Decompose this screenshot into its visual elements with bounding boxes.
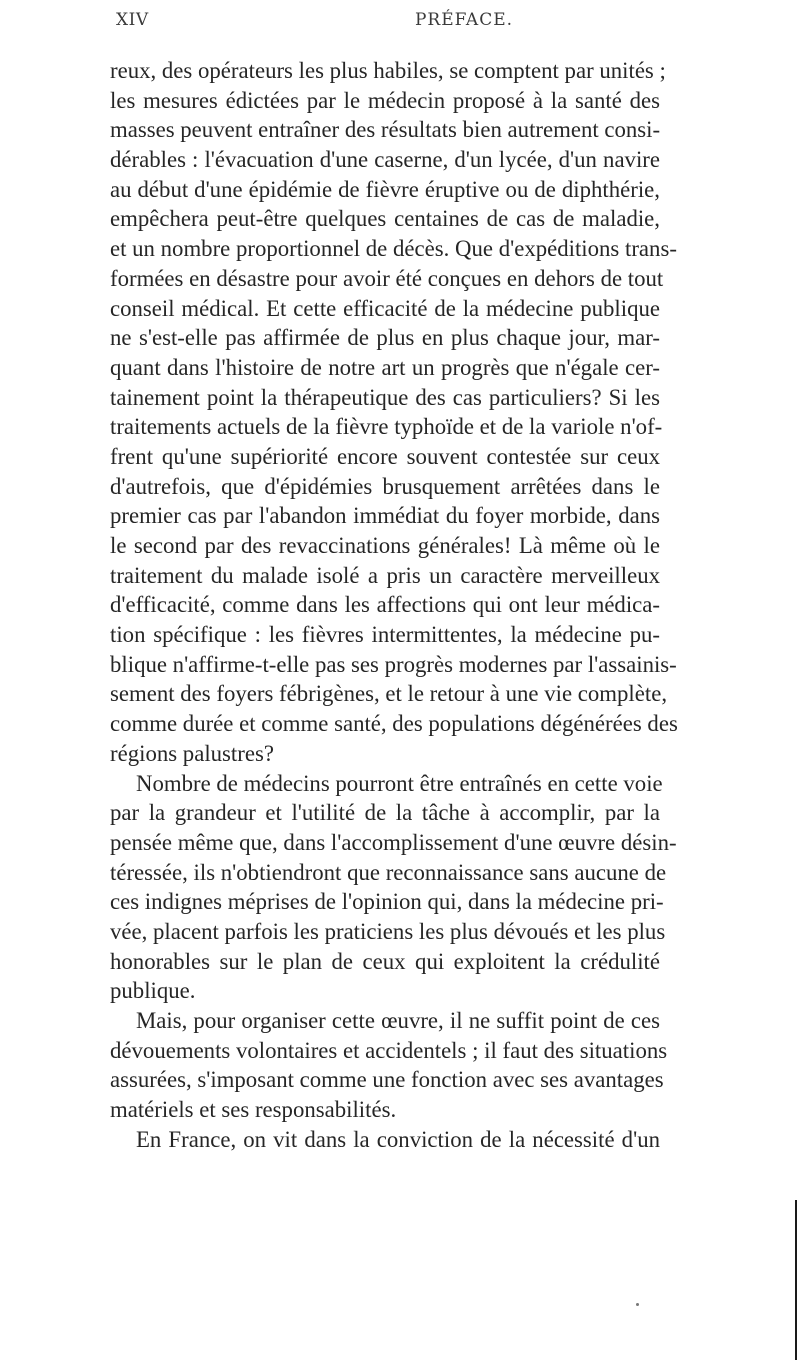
text-line: ces indignes méprises de l'opinion qui, dans la médecine pri- [110, 889, 664, 915]
paragraph-end-line: publique. [110, 978, 196, 1004]
text-line: dérables : l'évacuation d'une caserne, d'un lycée, d'un navire [110, 147, 660, 173]
text-line: d'autrefois, que d'épidémies brusquement arrêtées dans le [110, 473, 660, 499]
scan-edge-line [795, 1200, 797, 1360]
text-line: et un nombre proportionnel de décès. Que d'expéditions trans- [110, 236, 677, 262]
body-text [110, 56, 678, 1154]
text-line: quant dans l'histoire de notre art un progrès que n'égale cer- [110, 354, 660, 380]
text-line: assurées, s'imposant comme une fonction avec ses avantages [110, 1067, 664, 1093]
text-line: les mesures édictées par le médecin proposé à la santé des [110, 87, 660, 113]
text-line: premier cas par l'abandon immédiat du foyer morbide, dans [110, 503, 660, 529]
paragraph-start-line: Mais, pour organiser cette œuvre, il ne suffit point de ces [136, 1008, 660, 1033]
paragraph-end-line: régions palustres? [110, 740, 274, 766]
paragraph-start-line: En France, on vit dans la conviction de la nécessité d'un [136, 1126, 660, 1152]
text-line: tion spécifique : les fièvres intermittentes, la médecine pu- [110, 622, 660, 648]
text-line: pensée même que, dans l'accomplissement d'une œuvre désin- [110, 829, 677, 855]
text-line: sement des foyers fébrigènes, et le retour à une vie complète, [110, 681, 668, 707]
text-line: traitement du malade isolé a pris un caractère merveilleux [110, 562, 660, 588]
text-line: ne s'est-elle pas affirmée de plus en plus chaque jour, mar- [110, 325, 660, 351]
text-line: formées en désastre pour avoir été conçues en dehors de tout [110, 265, 664, 291]
paragraph-start-line: Nombre de médecins pourront être entraînés en cette voie [136, 770, 663, 796]
text-line: comme durée et comme santé, des populations dégénérées des [110, 711, 678, 737]
scan-speck [636, 1303, 639, 1306]
text-line: téressée, ils n'obtiendront que reconnaissance sans aucune de [110, 859, 667, 885]
text-line: au début d'une épidémie de fièvre éruptive ou de diphthérie, [110, 176, 660, 202]
text-line: empêchera peut-être quelques centaines de cas de maladie, [110, 206, 660, 232]
text-line: frent qu'une supériorité encore souvent contestée sur ceux [110, 443, 660, 469]
running-title: PRÉFACE. [414, 10, 514, 30]
text-line: vée, placent parfois les praticiens les plus dévoués et les plus [110, 918, 666, 944]
text-line: traitements actuels de la fièvre typhoïde et de la variole n'of- [110, 414, 663, 440]
text-line: masses peuvent entraîner des résultats bien autrement consi- [110, 117, 661, 143]
text-line: blique n'affirme-t-elle pas ses progrès modernes par l'assainis- [110, 651, 677, 677]
running-head [116, 10, 662, 34]
text-line: reux, des opérateurs les plus habiles, se comptent par unités ; [110, 58, 666, 83]
page-number: XIV [116, 10, 149, 30]
text-line: dévouements volontaires et accidentels ; il faut des situations [110, 1037, 668, 1063]
text-line: par la grandeur et l'utilité de la tâche à accomplir, par la [110, 800, 660, 826]
text-line: honorables sur le plan de ceux qui exploitent la crédulité [110, 948, 660, 974]
text-line: le second par des revaccinations générales! Là même où le [110, 533, 660, 558]
text-line: conseil médical. Et cette efficacité de la médecine publique [110, 295, 660, 321]
paragraph-end-line: matériels et ses responsabilités. [110, 1097, 397, 1123]
text-line: tainement point la thérapeutique des cas particuliers? Si les [110, 384, 660, 410]
text-line: d'efficacité, comme dans les affections qui ont leur médica- [110, 592, 660, 618]
